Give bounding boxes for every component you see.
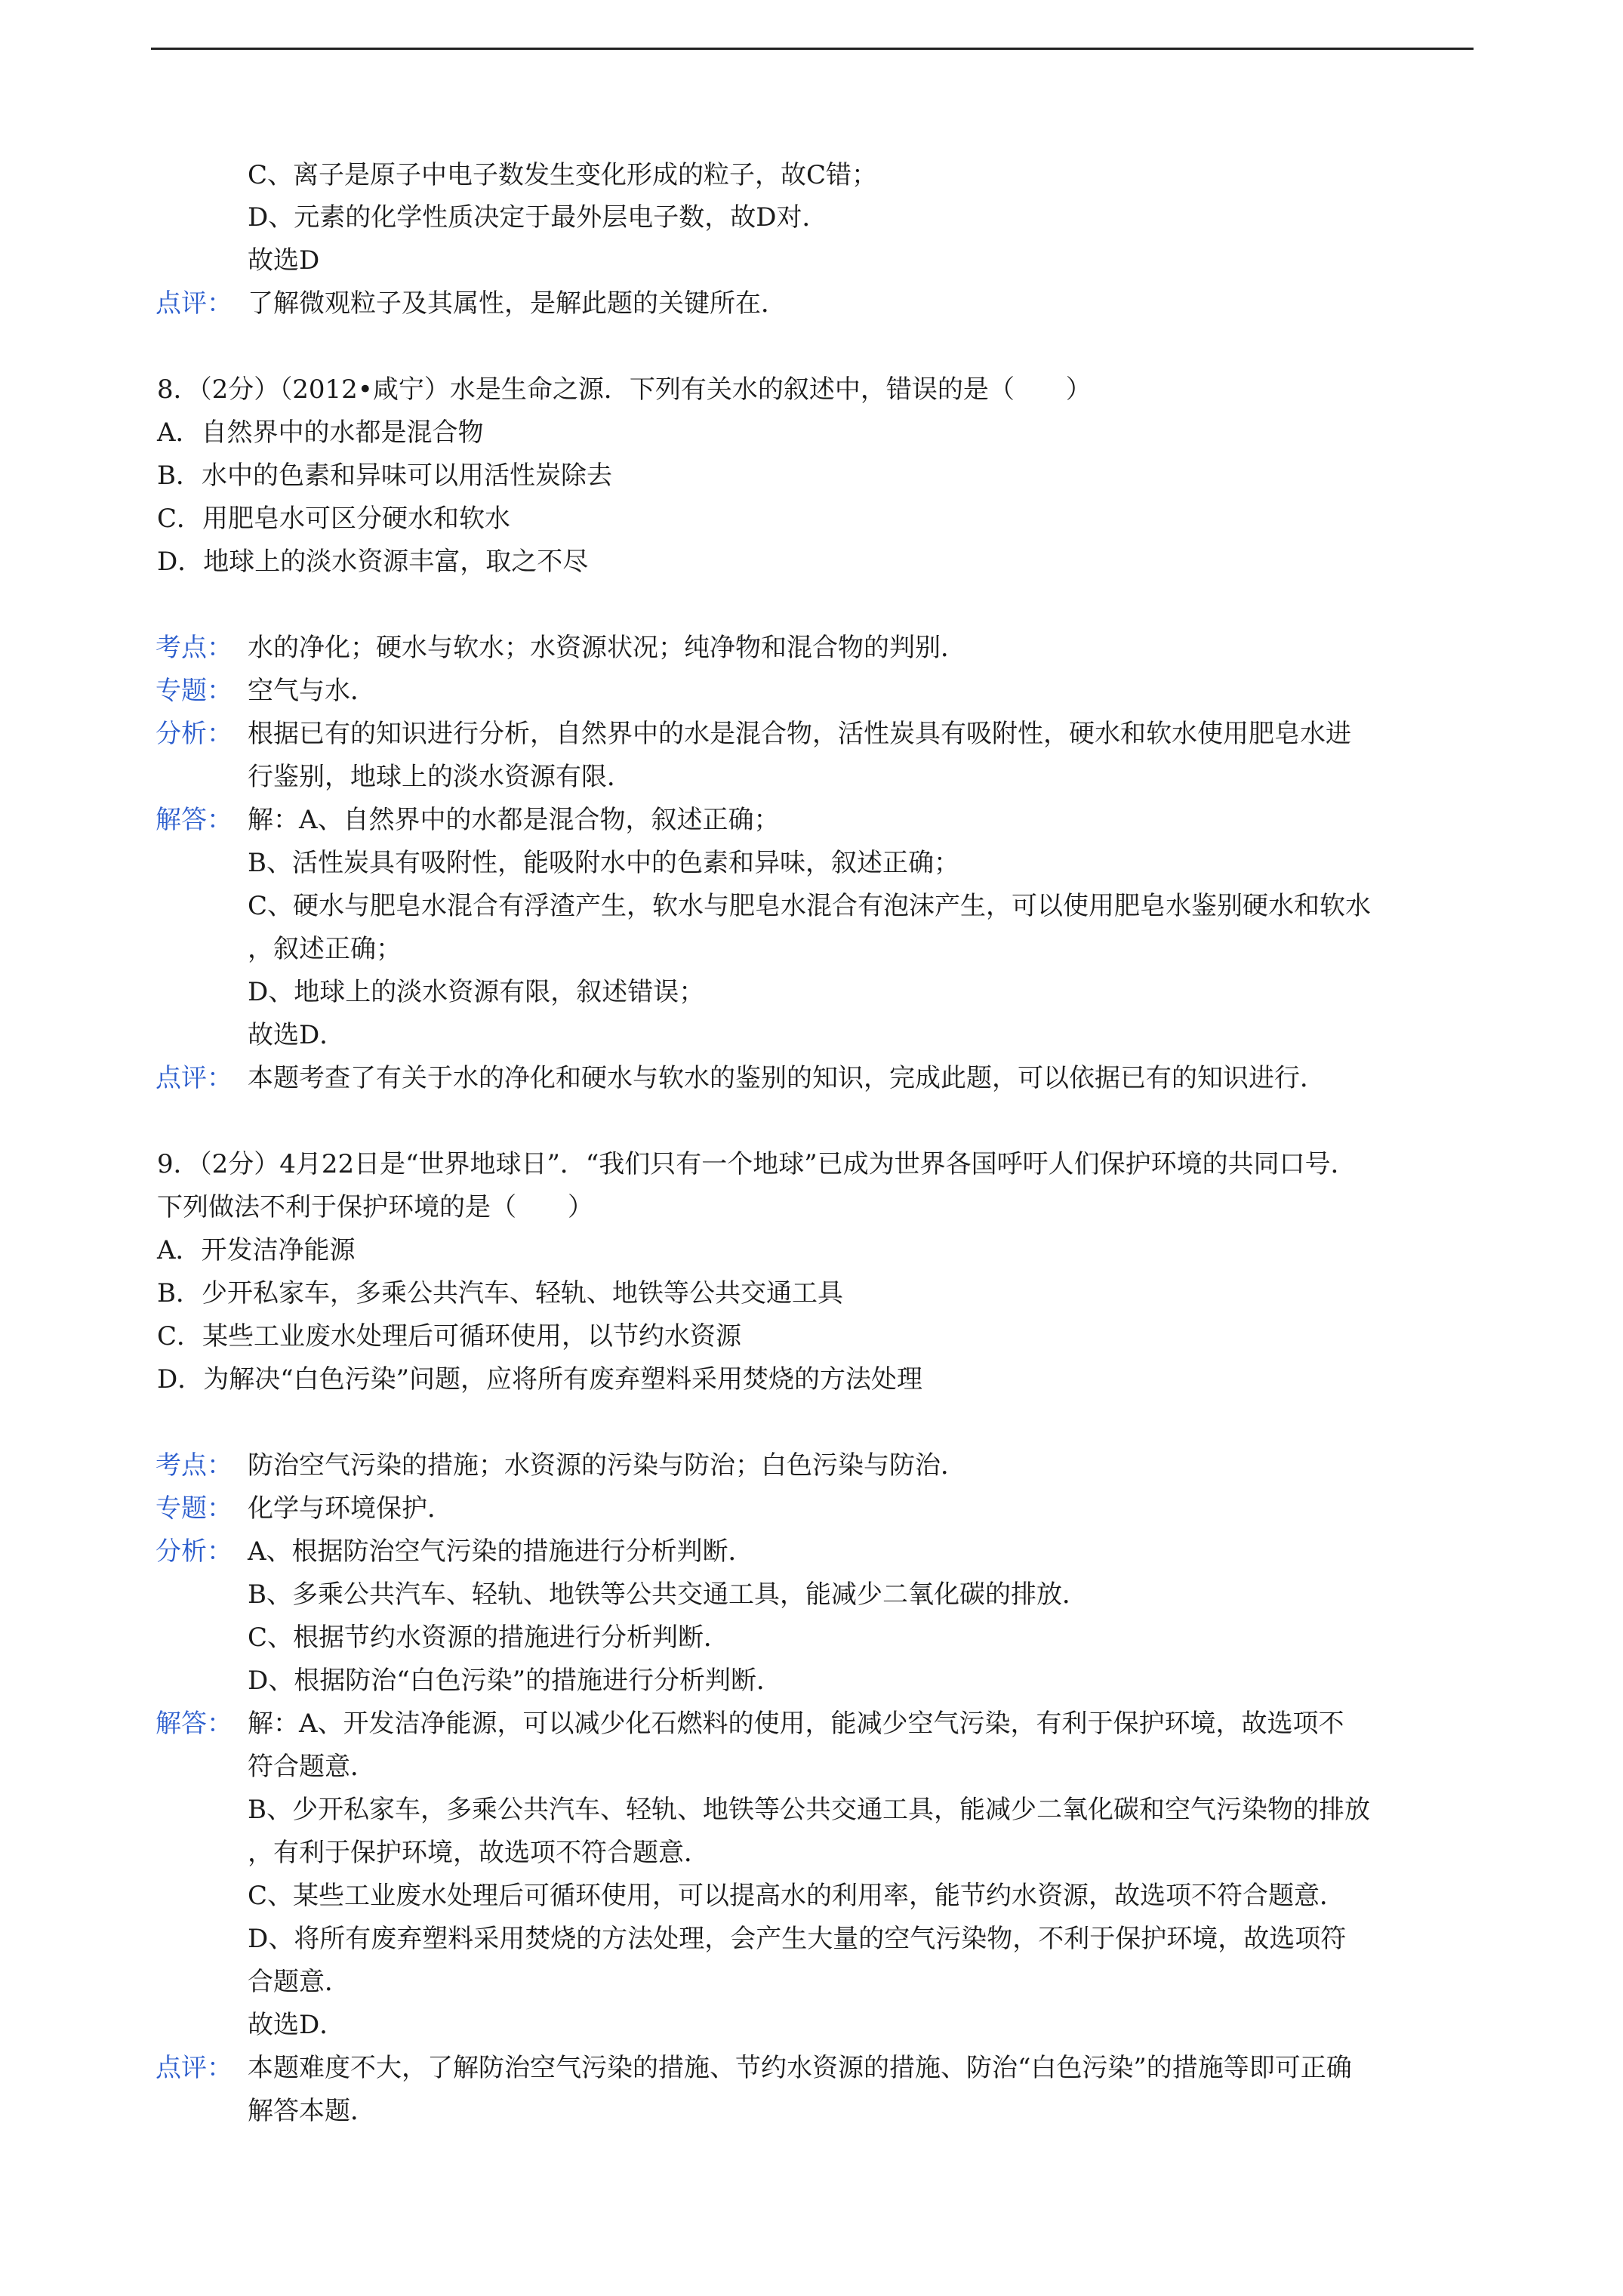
- jieda-line: 符合题意．: [248, 1752, 376, 1782]
- comment-label: 点评：: [156, 288, 233, 319]
- question-8-stem: 8．（2分）（2012•咸宁）水是生命之源．下列有关水的叙述中，错误的是（ ）: [157, 374, 1092, 405]
- dianping-line: 本题难度不大，了解防治空气污染的措施、节约水资源的措施、防治“白色污染”的措施等即可正确: [248, 2053, 1352, 2083]
- comment-text: 了解微观粒子及其属性，是解此题的关键所在．: [248, 288, 787, 319]
- jieda-line: 故选D．: [248, 1020, 346, 1050]
- jieda-line: D、将所有废弃塑料采用焚烧的方法处理，会产生大量的空气污染物，不利于保护环境，故选项符: [248, 1924, 1347, 1954]
- jieda-line: 解：A、自然界中的水都是混合物，叙述正确；: [248, 805, 780, 835]
- zhuanti-text: 空气与水．: [248, 676, 376, 706]
- question-8-option-d: D．地球上的淡水资源丰富，取之不尽: [157, 547, 589, 577]
- fenxi-line: 行鉴别，地球上的淡水资源有限．: [248, 762, 633, 792]
- kaodian-text: 水的净化；硬水与软水；水资源状况；纯净物和混合物的判别．: [248, 633, 966, 663]
- jieda-line: ，有利于保护环境，故选项不符合题意．: [248, 1838, 710, 1868]
- dianping-text: 本题考查了有关于水的净化和硬水与软水的鉴别的知识，完成此题，可以依据已有的知识进行．: [248, 1063, 1326, 1093]
- jieda-line: C、某些工业废水处理后可循环使用，可以提高水的利用率，能节约水资源，故选项不符合题意．: [248, 1881, 1346, 1911]
- dianping-label: 点评：: [156, 2053, 233, 2083]
- question-9-option-d: D．为解决“白色污染”问题，应将所有废弃塑料采用焚烧的方法处理: [157, 1364, 923, 1395]
- dianping-label: 点评：: [156, 1063, 233, 1093]
- fenxi-line: D、根据防治“白色污染”的措施进行分析判断．: [248, 1666, 783, 1696]
- fenxi-label: 分析：: [156, 1536, 233, 1567]
- question-8-option-a: A．自然界中的水都是混合物: [157, 418, 484, 448]
- question-8-option-b: B．水中的色素和异味可以用活性炭除去: [157, 461, 612, 491]
- fenxi-label: 分析：: [156, 719, 233, 749]
- kaodian-label: 考点：: [156, 1450, 233, 1481]
- prev-answer-line: 故选D: [248, 245, 320, 276]
- question-9-option-c: C．某些工业废水处理后可循环使用，以节约水资源: [157, 1321, 742, 1351]
- question-9-option-b: B．少开私家车，多乘公共汽车、轻轨、地铁等公共交通工具: [157, 1278, 843, 1308]
- question-9-stem: 下列做法不利于保护环境的是（ ）: [157, 1192, 593, 1222]
- jieda-line: 故选D．: [248, 2010, 346, 2040]
- fenxi-line: B、多乘公共汽车、轻轨、地铁等公共交通工具，能减少二氧化碳的排放．: [248, 1579, 1088, 1610]
- zhuanti-label: 专题：: [156, 1493, 233, 1524]
- header-rule: [151, 48, 1474, 50]
- jieda-line: C、硬水与肥皂水混合有浮渣产生，软水与肥皂水混合有泡沫产生，可以使用肥皂水鉴别硬水和软水: [248, 891, 1372, 921]
- fenxi-line: 根据已有的知识进行分析，自然界中的水是混合物，活性炭具有吸附性，硬水和软水使用肥皂水进: [248, 719, 1351, 749]
- jieda-line: B、活性炭具有吸附性，能吸附水中的色素和异味，叙述正确；: [248, 848, 959, 878]
- jieda-line: ，叙述正确；: [248, 934, 402, 964]
- dianping-line: 解答本题．: [248, 2096, 376, 2126]
- zhuanti-label: 专题：: [156, 676, 233, 706]
- jieda-label: 解答：: [156, 1709, 233, 1739]
- question-9-stem: 9．（2分）4月22日是“世界地球日”．“我们只有一个地球”已成为世界各国呼吁人们保护环境的共同口号．: [157, 1149, 1357, 1179]
- jieda-line: D、地球上的淡水资源有限，叙述错误；: [248, 977, 705, 1007]
- kaodian-label: 考点：: [156, 633, 233, 663]
- prev-answer-line: C、离子是原子中电子数发生变化形成的粒子，故C错；: [248, 160, 878, 190]
- jieda-line: B、少开私家车，多乘公共汽车、轻轨、地铁等公共交通工具，能减少二氧化碳和空气污染物的排放: [248, 1795, 1370, 1825]
- prev-answer-line: D、元素的化学性质决定于最外层电子数，故D对．: [248, 202, 828, 233]
- question-9-option-a: A．开发洁净能源: [157, 1235, 356, 1265]
- zhuanti-text: 化学与环境保护．: [248, 1493, 453, 1524]
- jieda-line: 合题意．: [248, 1967, 350, 1997]
- question-8-option-c: C．用肥皂水可区分硬水和软水: [157, 504, 511, 534]
- jieda-label: 解答：: [156, 805, 233, 835]
- fenxi-line: C、根据节约水资源的措施进行分析判断．: [248, 1623, 730, 1653]
- kaodian-text: 防治空气污染的措施；水资源的污染与防治；白色污染与防治．: [248, 1450, 966, 1481]
- jieda-line: 解：A、开发洁净能源，可以减少化石燃料的使用，能减少空气污染，有利于保护环境，故选项不: [248, 1709, 1344, 1739]
- fenxi-line: A、根据防治空气污染的措施进行分析判断．: [248, 1536, 754, 1567]
